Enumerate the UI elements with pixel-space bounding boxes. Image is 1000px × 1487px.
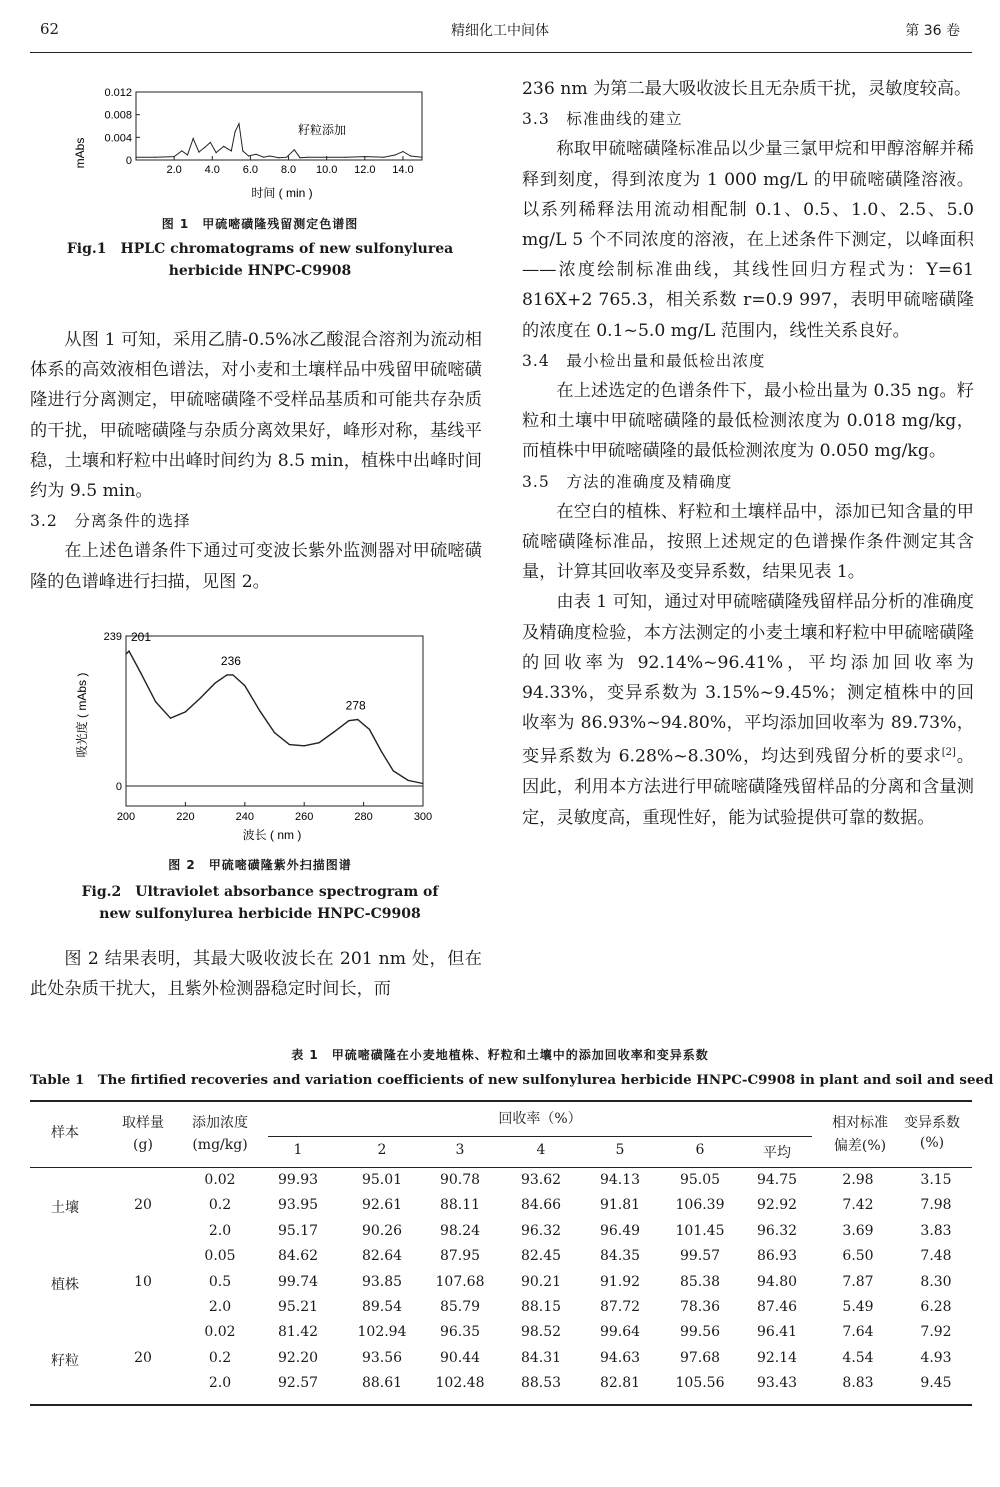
table1-cell: 88.53 (520, 1375, 562, 1392)
table1-cell: 8.83 (842, 1375, 874, 1392)
figure2-data-point (422, 783, 423, 784)
table1-cell: 93.62 (520, 1172, 562, 1188)
figure2-data-point (408, 780, 409, 781)
figure2-data-point (125, 654, 126, 655)
figure2-data-point (357, 719, 358, 720)
table1-header-recovery: 回收率（%） (498, 1111, 582, 1127)
table1-header-cv: 变异系数 (904, 1115, 960, 1131)
volume-label: 第 36 卷 (905, 23, 960, 39)
figure1-data-point (135, 157, 136, 158)
table1-cell: 105.56 (675, 1375, 725, 1392)
table1-cell: 87.95 (439, 1248, 481, 1265)
figure2-data-point (304, 745, 305, 746)
figure1-data-point (395, 154, 396, 155)
table1-header-rep-6: 6 (695, 1142, 705, 1158)
table1-cell: 95.21 (277, 1299, 319, 1315)
table1-cell: 93.56 (361, 1349, 403, 1366)
table1-cell: 91.92 (599, 1273, 641, 1290)
table1-cell-conc: 0.02 (204, 1324, 236, 1341)
header-rule (30, 52, 972, 53)
figure2-peak-label-236: 236 (220, 653, 241, 668)
table1-cell: 98.52 (520, 1324, 562, 1341)
figure1-data-point (256, 154, 257, 155)
table1-cell: 99.57 (679, 1248, 721, 1265)
figure1-data-point (294, 149, 295, 150)
table1-cell: 95.01 (361, 1172, 403, 1188)
figure1-data-point (242, 150, 243, 151)
table1-cell: 90.26 (361, 1222, 403, 1239)
left-column-bottom (30, 944, 482, 1004)
table1-header-rep-7: 平均 (763, 1145, 791, 1161)
table1-cell: 94.80 (756, 1273, 798, 1290)
figure2-data-point (274, 732, 275, 733)
section-3-5-heading: 3.5 方法的准确度及精确度 (522, 472, 733, 491)
paragraph-accuracy-method: 在空白的植株、籽粒和土壤样品中，添加已知含量的甲硫嘧磺隆标准品，按照上述规定的色谱操作条件测定其含量，计算其回收率及变异系数，结果见表 1。 (522, 501, 974, 583)
table1-cell: 7.64 (842, 1324, 874, 1341)
figure1-y-axis-label: mAbs (73, 137, 87, 169)
figure1-y-tick-label: 0.004 (104, 132, 132, 145)
table1-cell: 89.54 (361, 1299, 403, 1315)
table-row (30, 1350, 972, 1375)
figure1-data-point (174, 156, 175, 157)
table1-cell-conc: 0.2 (208, 1197, 232, 1214)
table1-cell: 7.92 (920, 1324, 952, 1341)
figure2-data-point (369, 729, 370, 730)
table1-cell: 82.64 (361, 1248, 403, 1265)
figure1-data-point (263, 157, 264, 158)
table1-cell: 8.30 (920, 1273, 952, 1290)
figure1-data-point (410, 155, 411, 156)
figure2-data-point (185, 711, 186, 712)
table1-header-rep-4: 4 (536, 1142, 546, 1158)
paragraph-fig2-result: 图 2 结果表明，其最大吸收波长在 201 nm 处，但在此处杂质干扰大，且紫外检测器稳定时间长，而 (30, 949, 482, 1000)
table1-cell: 92.92 (756, 1197, 798, 1214)
table1-cell: 5.49 (842, 1299, 874, 1315)
table1-header (30, 1102, 972, 1167)
paragraph-accuracy-results-end: 。因此，利用本方法进行甲硫嘧磺隆残留样品的分离和含量测定，灵敏度高，重现性好，能为试验提供可靠的数据。 (522, 747, 974, 828)
figure1-data-point (421, 157, 422, 158)
table1-cell: 86.93 (756, 1248, 798, 1265)
table1-cell: 87.72 (599, 1299, 641, 1315)
figure1-y-tick-label: 0 (125, 155, 132, 167)
figure2-y-tick-label: 239 (103, 631, 122, 643)
table1-header-rep-5: 5 (615, 1142, 625, 1158)
table1-cell: 87.46 (756, 1299, 798, 1315)
table1-caption-cn: 表 1 甲硫嘧磺隆在小麦地植株、籽粒和土壤中的添加回收率和变异系数 (291, 1048, 709, 1062)
table1-header-rep-1: 1 (293, 1142, 303, 1158)
table1-bottom-rule (30, 1404, 972, 1406)
paragraph-fig1-discussion: 从图 1 可知，采用乙腈-0.5%冰乙酸混合溶剂为流动相体系的高效液相色谱法，对小麦和土壤样品中残留甲硫嘧磺隆进行分离测定，甲硫嘧磺隆不受样品基质和可能共存杂质的干扰，甲硫嘧磺隆与杂质分离效果好，峰形对称，基线平稳，土壤和籽粒中出峰时间约为 8.5 min，植株中出峰时间约为 9.5 min。 (30, 330, 482, 502)
figure2-caption-en-line1: Fig.2 Ultraviolet absorbance spectrogram of (81, 884, 439, 900)
left-column-top (30, 325, 482, 597)
table1-cell: 96.32 (520, 1222, 562, 1239)
figure2-peak-label-278: 278 (345, 698, 366, 713)
table1-cell: 96.35 (439, 1324, 481, 1341)
table1-cell: 78.36 (679, 1299, 721, 1315)
table1-cell: 96.49 (599, 1222, 641, 1239)
figure2-x-axis-label: 波长 ( nm ) (242, 828, 302, 842)
table1-caption-cn-wrap (0, 1046, 1000, 1063)
table1-cell: 92.20 (277, 1349, 319, 1366)
figure2-data-point (333, 731, 334, 732)
table1-cell: 2.98 (842, 1172, 874, 1188)
figure1-x-tick-label: 10.0 (315, 164, 338, 176)
figure2-caption-cn: 图 2 甲硫嘧磺隆紫外扫描图谱 (168, 858, 352, 872)
table1-cell: 85.79 (439, 1299, 481, 1315)
table1-header-amount: 取样量 (122, 1115, 164, 1131)
table1-cell: 99.74 (277, 1273, 319, 1290)
table1-cell: 84.66 (520, 1197, 562, 1214)
table1-cell: 94.63 (599, 1349, 641, 1366)
table1-header-rep-3: 3 (455, 1142, 465, 1158)
figure2-caption-en-line2: new sulfonylurea herbicide HNPC-C9908 (99, 906, 421, 922)
figure1-caption (40, 215, 480, 282)
table1-cell: 6.50 (842, 1248, 874, 1265)
section-3-3-heading: 3.3 标准曲线的建立 (522, 110, 683, 129)
figure2-data-point (170, 718, 171, 719)
section-3-2-heading: 3.2 分离条件的选择 (30, 512, 191, 531)
figure1-plot-frame (136, 92, 422, 160)
table1-header-conc: 添加浓度 (192, 1115, 248, 1131)
citation-ref: [2] (941, 747, 956, 759)
right-column (522, 74, 974, 833)
table1-cell: 99.56 (679, 1324, 721, 1341)
figure1-data-point (235, 131, 236, 132)
figure2-peak-label-201: 201 (130, 630, 152, 645)
paragraph-standard-curve: 称取甲硫嘧磺隆标准品以少量三氯甲烷和甲醇溶解并稀释到刻度，得到浓度为 1 000 mg/L 的甲硫嘧磺隆溶液。以系列稀释法用流动相配制 0.1、0.5、1.0、2.5、5.0 mg/L 5 个不同浓度的溶液，在上述条件下测定，以峰面积——浓度绘制标准曲线，其线性回归方程式为：Y=61 816X+2 765.3，相关系数 r=0.9 997，表明甲硫嘧磺隆的浓度在 0.1~5.0 mg/L 范围内，线性关系良好。 (522, 139, 974, 341)
table1-cell: 101.45 (675, 1222, 725, 1239)
figure1-caption-en-line1: Fig.1 HPLC chromatograms of new sulfonylurea (66, 241, 454, 257)
figure1-data-point (383, 157, 384, 158)
figure2-data-point (128, 650, 129, 651)
table1-cell: 95.05 (679, 1172, 721, 1188)
table-row (30, 1248, 972, 1273)
paragraph-accuracy-results-text: 由表 1 可知，通过对甲硫嘧磺隆残留样品分析的准确度及精确度检验，本方法测定的小麦土壤和籽粒中甲硫嘧磺隆的回收率为 92.14%~96.41%，平均添加回收率为 94.33%，变异系数为 3.15%~9.45%；测定植株中的回收率为 86.93%~94.80%，平均添加回收率为 89.73%，变异系数为 6.28%~8.30%，均达到残留分析的要求 (522, 592, 974, 768)
table1-cell: 94.75 (756, 1172, 798, 1188)
figure1-x-tick-label: 6.0 (242, 164, 259, 176)
table1-sample-amount: 20 (134, 1349, 152, 1366)
table1-sample-name: 土壤 (51, 1200, 79, 1217)
table1-cell: 3.15 (920, 1172, 952, 1188)
table1-cell-conc: 0.5 (208, 1273, 232, 1290)
table1-cell: 7.42 (842, 1197, 874, 1214)
figure1-x-axis-label: 时间 ( min ) (251, 186, 313, 200)
figure2-x-tick-label: 220 (176, 811, 195, 823)
figure1-data-point (187, 154, 188, 155)
figure1-data-point (204, 147, 205, 148)
table1-cell: 6.28 (920, 1299, 952, 1315)
table1-cell: 90.78 (439, 1172, 481, 1188)
paragraph-detection-limit: 在上述选定的色谱条件下，最小检出量为 0.35 ng。籽粒和土壤中甲硫嘧磺隆的最低检测浓度为 0.018 mg/kg，而植株中甲硫嘧磺隆的最低检测浓度为 0.050 mg/kg。 (522, 381, 974, 462)
figure2-y-tick-label: 0 (115, 781, 122, 793)
paragraph-accuracy-results (522, 587, 974, 832)
table1-cell: 99.64 (599, 1324, 641, 1341)
table-row (30, 1197, 972, 1222)
table1-cell: 82.45 (520, 1248, 562, 1265)
table1-sample-name: 籽粒 (51, 1352, 79, 1369)
table1-cell-conc: 0.2 (208, 1349, 232, 1366)
table1-header-rep-2: 2 (377, 1142, 387, 1158)
figure2-data-point (140, 672, 141, 673)
figure1-caption-en-line2: herbicide HNPC-C9908 (168, 263, 352, 279)
figure1-data-point (231, 150, 232, 151)
figure1-data-point (402, 151, 403, 152)
table1-cell: 93.85 (361, 1273, 403, 1290)
table1-cell: 92.14 (756, 1349, 798, 1366)
table1-cell: 88.11 (439, 1197, 481, 1214)
figure1-data-point (345, 157, 346, 158)
figure2-x-tick-label: 280 (354, 811, 373, 823)
table1-cell: 85.38 (679, 1273, 721, 1290)
figure1-y-tick-label: 0.008 (104, 109, 132, 122)
figure2-plot-frame (126, 636, 423, 806)
table1-cell: 98.24 (439, 1222, 481, 1239)
figure1-data-point (193, 138, 194, 139)
table1-cell: 9.45 (920, 1375, 952, 1392)
table1-cell: 4.93 (920, 1349, 952, 1366)
figure2-x-tick-label: 200 (116, 811, 136, 823)
table1-cell: 93.43 (756, 1375, 798, 1392)
table1-cell: 91.81 (599, 1197, 641, 1214)
table1-cell: 4.54 (842, 1349, 874, 1366)
table1-cell: 3.83 (920, 1222, 952, 1239)
figure1-x-tick-label: 14.0 (392, 164, 414, 176)
figure2-x-tick-label: 240 (235, 811, 254, 823)
journal-title: 精细化工中间体 (451, 23, 549, 39)
table1-cell: 96.41 (756, 1324, 798, 1341)
figure1-data-point (286, 157, 287, 158)
figure1-data-point (154, 157, 155, 158)
figure1-x-tick-label: 12.0 (354, 164, 376, 176)
figure2-data-point (226, 674, 227, 675)
figure2-data-point (155, 701, 156, 702)
figure2-caption (40, 856, 480, 925)
figure1-data-point (364, 156, 365, 157)
section-3-4-heading: 3.4 最小检出量和最低检出浓度 (522, 351, 766, 370)
table-row (30, 1375, 972, 1400)
table1-cell: 90.44 (439, 1349, 481, 1366)
table1-sample-amount: 20 (134, 1197, 152, 1214)
figure1-data-point (269, 155, 270, 156)
figure1-data-point (278, 157, 279, 158)
figure1-annotation: 籽粒添加 (298, 123, 347, 137)
table1-cell: 102.94 (357, 1324, 407, 1341)
figure1-data-point (210, 142, 211, 143)
figure1-y-tick-label: 0.012 (104, 87, 132, 99)
table-row (30, 1299, 972, 1324)
table1-cell: 88.61 (361, 1375, 403, 1392)
table-row (30, 1172, 972, 1197)
table1-sample-amount: 10 (134, 1273, 152, 1290)
figure2-data-point (232, 674, 233, 675)
figure1-data-point (238, 123, 239, 124)
paragraph-separation-conditions: 在上述色谱条件下通过可变波长紫外监测器对甲硫嘧磺隆的色谱峰进行扫描，见图 2。 (30, 541, 482, 592)
table1-cell: 7.98 (920, 1197, 952, 1214)
table1-cell: 90.21 (520, 1273, 562, 1290)
table1-cell: 7.48 (920, 1248, 952, 1265)
table1-cell: 106.39 (675, 1197, 725, 1214)
table1-cell: 81.42 (277, 1324, 319, 1341)
table1-cell: 92.61 (361, 1197, 403, 1214)
figure2-spectrum-line (126, 651, 423, 783)
table1-sample-name: 植株 (51, 1276, 79, 1293)
table1-cell: 7.87 (842, 1273, 874, 1290)
figure2-data-point (318, 742, 319, 743)
table1-cell: 92.57 (277, 1375, 319, 1392)
figure1-data-point (307, 157, 308, 158)
table1-cell: 99.93 (277, 1172, 319, 1188)
figure2-x-tick-label: 300 (413, 811, 433, 823)
figure2-uv-spectrum (70, 625, 470, 850)
table1-header-conc-unit: (mg/kg) (192, 1137, 248, 1153)
table1-header-rule (30, 1167, 972, 1168)
table1-cell-conc: 2.0 (208, 1375, 232, 1392)
figure1-data-point (223, 146, 224, 147)
figure1-data-point (215, 152, 216, 153)
table1-cell: 3.69 (842, 1222, 874, 1239)
figure2-data-point (259, 710, 260, 711)
figure2-y-axis-label: 吸光度 ( mAbs ) (75, 672, 89, 758)
figure1-chromatogram (70, 80, 440, 205)
figure1-data-point (248, 155, 249, 156)
table1-cell: 97.68 (679, 1349, 721, 1366)
figure2-data-point (289, 744, 290, 745)
table1-header-sample: 样本 (51, 1125, 79, 1141)
table1-cell: 84.62 (277, 1248, 319, 1265)
figure1-caption-cn: 图 1 甲硫嘧磺隆残留测定色谱图 (161, 217, 359, 231)
table1-cell: 82.81 (599, 1375, 641, 1392)
table1-cell: 84.35 (599, 1248, 641, 1265)
table1-header-amount-unit: (g) (133, 1137, 153, 1153)
table-row (30, 1223, 972, 1248)
figure2-data-point (244, 685, 245, 686)
figure1-x-tick-label: 8.0 (280, 164, 297, 176)
table1-header-cv-line2: (%) (919, 1135, 945, 1151)
table1-cell: 88.15 (520, 1299, 562, 1315)
table1-cell: 102.48 (435, 1375, 485, 1392)
paragraph-wavelength-choice: 236 nm 为第二最大吸收波长且无杂质干扰，灵敏度较高。 (522, 79, 972, 99)
table1-body (30, 1172, 972, 1400)
figure1-data-point (198, 151, 199, 152)
figure2-data-point (348, 720, 349, 721)
table1-cell: 96.32 (756, 1222, 798, 1239)
figure1-x-tick-label: 4.0 (204, 164, 220, 176)
table1-cell-conc: 0.02 (204, 1172, 236, 1188)
table1-header-rsd-line2: 偏差(%) (833, 1138, 887, 1154)
table1-cell-conc: 0.05 (204, 1248, 236, 1265)
figure2-data-point (200, 698, 201, 699)
page-number: 62 (40, 20, 60, 38)
figure1-data-point (326, 157, 327, 158)
table1-caption-en: Table 1 The firtified recoveries and variation coefficients of new sulfonylurea herbicide HNPC-C9908 in plant and soil and seed (30, 1072, 994, 1088)
table1-cell: 94.13 (599, 1172, 641, 1188)
table1-cell-conc: 2.0 (208, 1299, 232, 1315)
figure1-data-point (299, 157, 300, 158)
table-row (30, 1324, 972, 1349)
figure1-trace-line (136, 124, 422, 158)
table1-header-rsd: 相对标准 (832, 1115, 888, 1131)
table1-cell: 95.17 (277, 1222, 319, 1239)
figure2-data-point (381, 751, 382, 752)
figure2-x-tick-label: 260 (295, 811, 314, 823)
figure2-data-point (393, 770, 394, 771)
figure1-data-point (181, 150, 182, 151)
figure1-x-tick-label: 2.0 (166, 164, 182, 176)
table-row (30, 1274, 972, 1299)
table1-cell: 93.95 (277, 1197, 319, 1214)
table1-cell-conc: 2.0 (208, 1222, 232, 1239)
table1-cell: 84.31 (520, 1349, 562, 1366)
table1-cell: 107.68 (435, 1273, 485, 1290)
figure2-data-point (215, 682, 216, 683)
